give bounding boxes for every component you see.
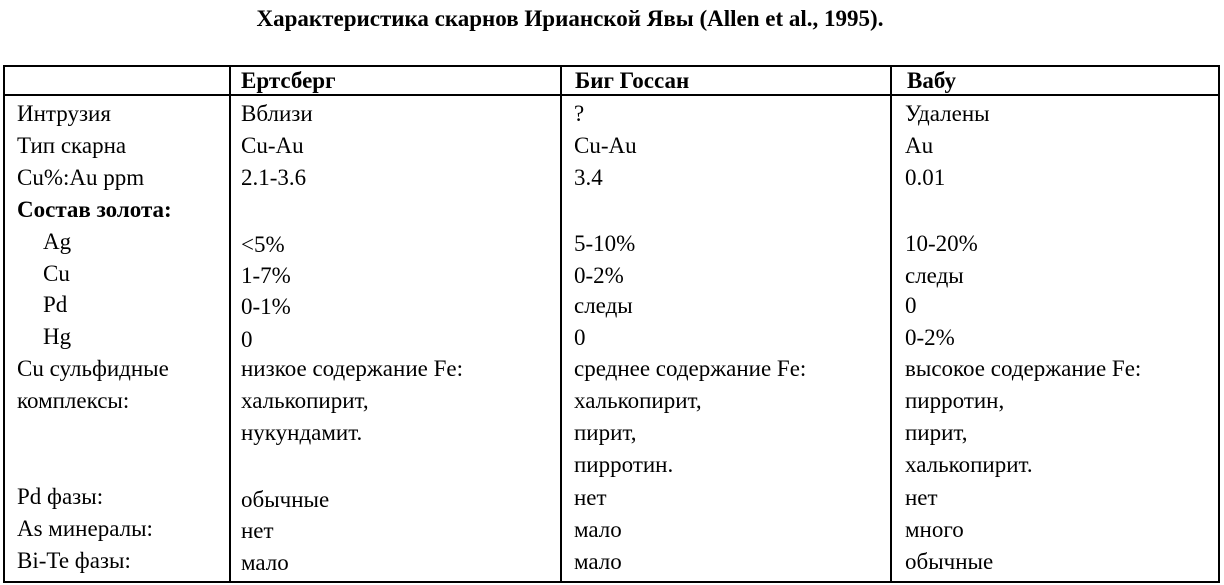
cell-pd-wabu: 0 xyxy=(905,293,917,318)
row-label-hg: Hg xyxy=(43,324,72,349)
row-label-sulfide-2: комплексы: xyxy=(17,388,130,413)
cell-cu-ertsberg: 1-7% xyxy=(241,263,291,288)
cell-sulfide-big-gossan-4: пирротин. xyxy=(574,452,674,477)
row-label-sulfide-1: Cu сульфидные xyxy=(17,356,169,381)
cell-bi-te-phases-wabu: обычные xyxy=(905,549,994,574)
row-label-pd-phases: Pd фазы: xyxy=(17,484,104,509)
cell-hg-big-gossan: 0 xyxy=(574,325,586,350)
cell-bi-te-phases-big-gossan: мало xyxy=(574,549,622,574)
cell-as-minerals-ertsberg: нет xyxy=(241,518,274,543)
cell-hg-ertsberg: 0 xyxy=(241,327,253,352)
cell-pd-phases-ertsberg: обычные xyxy=(241,487,330,512)
cell-sulfide-wabu-2: пирротин, xyxy=(905,388,1005,413)
row-label-pd: Pd xyxy=(43,292,68,317)
row-label-cu-au: Cu%:Au ppm xyxy=(17,165,145,190)
cell-bi-te-phases-ertsberg: мало xyxy=(241,550,289,575)
cell-sulfide-wabu-3: пирит, xyxy=(905,420,968,445)
row-label-ag: Ag xyxy=(43,229,72,254)
column-divider xyxy=(229,67,231,581)
cell-sulfide-big-gossan-3: пирит, xyxy=(574,420,637,445)
cell-cu-wabu: следы xyxy=(905,263,964,288)
row-label-gold-composition: Состав золота: xyxy=(17,197,172,222)
row-label-bi-te-phases: Bi-Te фазы: xyxy=(17,548,131,573)
cell-ag-wabu: 10-20% xyxy=(905,231,978,256)
cell-cu-au-wabu: 0.01 xyxy=(905,165,946,190)
row-label-intrusion: Интрузия xyxy=(17,101,111,126)
cell-intrusion-ertsberg: Вблизи xyxy=(241,101,313,126)
cell-intrusion-big-gossan: ? xyxy=(574,101,585,126)
cell-sulfide-wabu-4: халькопирит. xyxy=(905,452,1033,477)
cell-sulfide-ertsberg-3: нукундамит. xyxy=(241,420,363,445)
cell-hg-wabu: 0-2% xyxy=(905,325,955,350)
cell-as-minerals-wabu: много xyxy=(905,517,964,542)
cell-pd-big-gossan: следы xyxy=(574,293,633,318)
cell-sulfide-ertsberg-2: халькопирит, xyxy=(241,388,369,413)
column-divider xyxy=(560,67,562,581)
header-ertsberg: Ертсберг xyxy=(241,68,336,93)
cell-ag-ertsberg: <5% xyxy=(241,232,285,257)
cell-pd-ertsberg: 0-1% xyxy=(241,294,291,319)
cell-cu-au-big-gossan: 3.4 xyxy=(574,165,603,190)
header-divider xyxy=(5,94,1218,96)
cell-skarn-type-ertsberg: Cu-Au xyxy=(241,133,304,158)
cell-skarn-type-big-gossan: Cu-Au xyxy=(574,133,637,158)
page-title: Характеристика скарнов Ирианской Явы (Allen et al., 1995). xyxy=(256,6,884,31)
cell-intrusion-wabu: Удалены xyxy=(905,101,990,126)
cell-pd-phases-wabu: нет xyxy=(905,485,938,510)
cell-pd-phases-big-gossan: нет xyxy=(574,485,607,510)
skarn-table xyxy=(3,65,1220,583)
cell-cu-au-ertsberg: 2.1-3.6 xyxy=(241,165,307,190)
header-wabu: Вабу xyxy=(907,68,956,93)
cell-sulfide-big-gossan-1: среднее содержание Fe: xyxy=(574,356,807,381)
cell-sulfide-wabu-1: высокое содержание Fe: xyxy=(905,356,1142,381)
row-label-cu: Cu xyxy=(43,261,70,286)
row-label-skarn-type: Тип скарна xyxy=(17,133,127,158)
cell-skarn-type-wabu: Au xyxy=(905,133,934,158)
cell-sulfide-big-gossan-2: халькопирит, xyxy=(574,388,702,413)
cell-ag-big-gossan: 5-10% xyxy=(574,231,636,256)
cell-as-minerals-big-gossan: мало xyxy=(574,517,622,542)
cell-cu-big-gossan: 0-2% xyxy=(574,263,624,288)
cell-sulfide-ertsberg-1: низкое содержание Fe: xyxy=(241,356,463,381)
column-divider xyxy=(890,67,892,581)
header-big-gossan: Биг Госсан xyxy=(575,68,690,93)
row-label-as-minerals: As минералы: xyxy=(17,516,153,541)
